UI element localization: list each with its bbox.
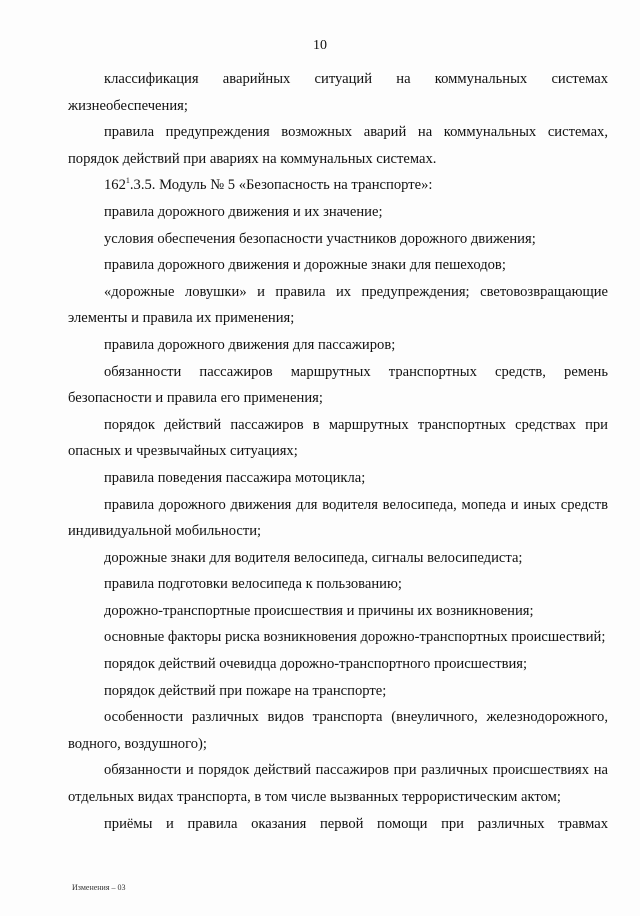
section-number-superscript: 1 [125, 176, 130, 186]
paragraph: правила предупреждения возможных аварий на коммунальных системах, порядок действий при авариях на коммунальных системах. [68, 124, 608, 167]
paragraph: обязанности пассажиров маршрутных транспортных средств, ремень безопасности и правила его применения; [68, 363, 608, 407]
paragraph: обязанности и порядок действий пассажиров при различных происшествиях на отдельных видах транспорта, в том числе вызванных террористическим актом; [68, 762, 608, 806]
paragraph: правила дорожного движения и дорожные знаки для пешеходов; [104, 257, 506, 274]
section-title: .3.5. Модуль № 5 «Безопасность на транспорте»: [129, 177, 433, 194]
document-body [68, 66, 608, 837]
paragraph: правила дорожного движения и их значение; [104, 203, 383, 220]
section-heading [68, 172, 608, 199]
paragraph: условия обеспечения безопасности участников дорожного движения; [104, 230, 536, 247]
paragraph: классификация аварийных ситуаций на коммунальных системах жизнеобеспечения; [68, 71, 608, 114]
paragraph: правила подготовки велосипеда к пользованию; [104, 576, 402, 593]
paragraph: основные факторы риска возникновения дорожно-транспортных происшествий; [104, 629, 606, 646]
paragraph: особенности различных видов транспорта (внеуличного, железнодорожного, водного, воздушного); [68, 709, 608, 752]
page-number: 10 [313, 38, 327, 53]
paragraph: порядок действий пассажиров в маршрутных транспортных средствах при опасных и чрезвычайных ситуациях; [68, 416, 608, 460]
paragraph: порядок действий очевидца дорожно-транспортного происшествия; [104, 656, 528, 673]
paragraph: правила поведения пассажира мотоцикла; [104, 469, 366, 486]
paragraph: порядок действий при пожаре на транспорте; [104, 682, 387, 699]
paragraph: приёмы и правила оказания первой помощи при различных травмах [104, 815, 608, 832]
paragraph: «дорожные ловушки» и правила их предупреждения; световозвращающие элементы и правила их применения; [68, 283, 608, 327]
paragraph: дорожные знаки для водителя велосипеда, сигналы велосипедиста; [104, 549, 523, 566]
paragraph: правила дорожного движения для водителя велосипеда, мопеда и иных средств индивидуальной мобильности; [68, 496, 608, 540]
paragraph: дорожно-транспортные происшествия и причины их возникновения; [104, 602, 534, 619]
revision-note: Изменения – 03 [72, 883, 126, 892]
section-number: 162 [104, 177, 126, 194]
paragraph: правила дорожного движения для пассажиров; [104, 336, 396, 353]
